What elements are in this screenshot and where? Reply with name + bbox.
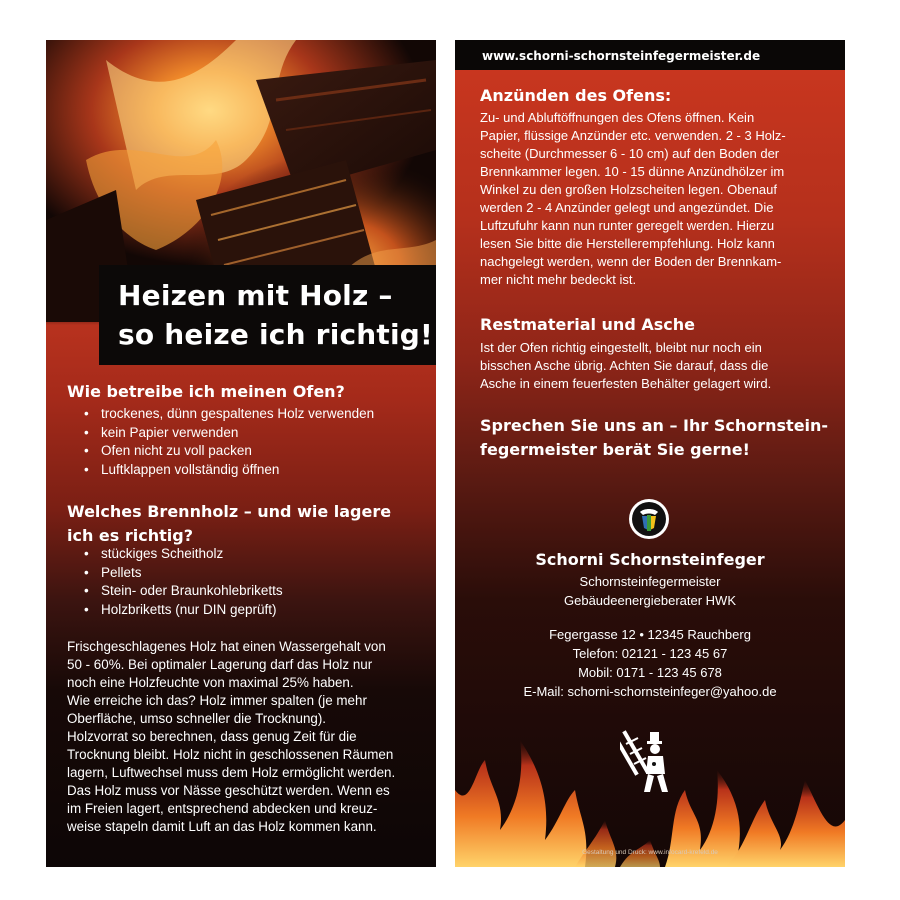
- list-item: • Pellets: [84, 564, 283, 583]
- list-item: • Holzbriketts (nur DIN geprüft): [84, 601, 283, 620]
- company-mobile[interactable]: Mobil: 0171 - 123 45 678: [578, 665, 722, 680]
- section-heading-restmaterial: Restmaterial und Asche: [480, 315, 695, 334]
- title-box: [99, 265, 436, 365]
- chimney-sweep-icon: [620, 726, 678, 796]
- paragraph-line: werden 2 - 4 Anzünder gelegt und angezündet. Die: [480, 200, 774, 215]
- paragraph-line: Ist der Ofen richtig eingestellt, bleibt nur noch ein: [480, 340, 762, 355]
- title-line-2: so heize ich richtig!: [118, 318, 434, 351]
- company-block: [455, 550, 845, 701]
- paragraph-line: nachgelegt werden, wenn der Boden der Brennkam-: [480, 254, 782, 269]
- paragraph-line: lagern, Luftwechsel muss dem Holz ermöglicht werden.: [67, 765, 396, 780]
- section-heading-ofen: Wie betreibe ich meinen Ofen?: [67, 382, 345, 401]
- cta-line-2: fegermeister berät Sie gerne!: [480, 440, 750, 459]
- title-line-1: Heizen mit Holz –: [118, 279, 393, 312]
- restmaterial-paragraph: [480, 339, 771, 393]
- section-heading-anzuenden: Anzünden des Ofens:: [480, 86, 672, 105]
- paragraph-line: Frischgeschlagenes Holz hat einen Wassergehalt von: [67, 639, 386, 654]
- paragraph-line: bisschen Asche übrig. Achten Sie darauf, dass die: [480, 358, 769, 373]
- paragraph-line: im Freien lagert, entsprechend abdecken und kreuz-: [67, 801, 378, 816]
- paragraph-line: Oberfläche, umso schneller die Trocknung).: [67, 711, 327, 726]
- cta-line-1: Sprechen Sie uns an – Ihr Schornstein-: [480, 416, 829, 435]
- flyer-right-panel: [455, 40, 845, 867]
- url-bar: [455, 40, 845, 70]
- list-item: • Ofen nicht zu voll packen: [84, 442, 374, 461]
- list-item: • kein Papier verwenden: [84, 424, 374, 443]
- section-heading-brennholz-2: ich es richtig?: [67, 526, 193, 545]
- paragraph-line: 50 - 60%. Bei optimaler Lagerung darf das Holz nur: [67, 657, 373, 672]
- section-heading-brennholz-1: Welches Brennholz – und wie lagere: [67, 502, 392, 521]
- paragraph-line: Luftzufuhr kann nun runter geregelt werden. Hierzu: [480, 218, 775, 233]
- company-title-2: Gebäudeenergieberater HWK: [564, 593, 736, 608]
- list-item: • trockenes, dünn gespaltenes Holz verwenden: [84, 405, 374, 424]
- paragraph-line: Brennkammer legen. 10 - 15 dünne Anzündhölzer im: [480, 164, 785, 179]
- list-item: • Stein- oder Braunkohlebriketts: [84, 582, 283, 601]
- company-phone[interactable]: Telefon: 02121 - 123 45 67: [572, 646, 728, 661]
- brennholz-list: [84, 545, 283, 619]
- print-credit: Gestaltung und Druck: www.infocard-krefeld.de: [582, 849, 718, 856]
- paragraph-line: Holzvorrat so berechnen, dass genug Zeit für die: [67, 729, 357, 744]
- company-email[interactable]: E-Mail: schorni-schornsteinfeger@yahoo.de: [523, 684, 777, 699]
- paragraph-line: noch eine Holzfeuchte von maximal 25% haben.: [67, 675, 354, 690]
- company-address: Fegergasse 12 • 12345 Rauchberg: [549, 627, 751, 642]
- paragraph-line: Winkel zu den großen Holzscheiten legen. Obenauf: [480, 182, 778, 197]
- paragraph-line: Asche in einem feuerfesten Behälter gelagert wird.: [480, 376, 772, 391]
- company-name: Schorni Schornsteinfeger: [535, 550, 765, 569]
- chimney-sweep-guild-emblem-icon: [628, 498, 670, 540]
- holz-lagerung-paragraph: [67, 638, 433, 836]
- paragraph-line: Wie erreiche ich das? Holz immer spalten (je mehr: [67, 693, 367, 708]
- paragraph-line: weise stapeln damit Luft an das Holz kommen kann.: [67, 819, 377, 834]
- paragraph-line: scheite (Durchmesser 6 - 10 cm) auf den Boden der: [480, 146, 780, 161]
- ofen-tips-list: [84, 405, 374, 479]
- paragraph-line: Trocknung bleibt. Holz nicht in geschlossenen Räumen: [67, 747, 394, 762]
- paragraph-line: lesen Sie bitte die Herstellerempfehlung. Holz kann: [480, 236, 775, 251]
- paragraph-line: Papier, flüssige Anzünder etc. verwenden. 2 - 3 Holz-: [480, 128, 786, 143]
- anzuenden-paragraph: [480, 109, 786, 289]
- list-item: • stückiges Scheitholz: [84, 545, 283, 564]
- paragraph-line: Das Holz muss vor Nässe geschützt werden. Wenn es: [67, 783, 390, 798]
- list-item: • Luftklappen vollständig öffnen: [84, 461, 374, 480]
- website-url[interactable]: www.schorni-schornsteinfegermeister.de: [482, 49, 761, 63]
- paragraph-line: mer nicht mehr bedeckt ist.: [480, 272, 637, 287]
- paragraph-line: Zu- und Abluftöffnungen des Ofens öffnen. Kein: [480, 110, 755, 125]
- flyer-left-panel: [46, 40, 436, 867]
- company-title-1: Schornsteinfegermeister: [579, 574, 721, 589]
